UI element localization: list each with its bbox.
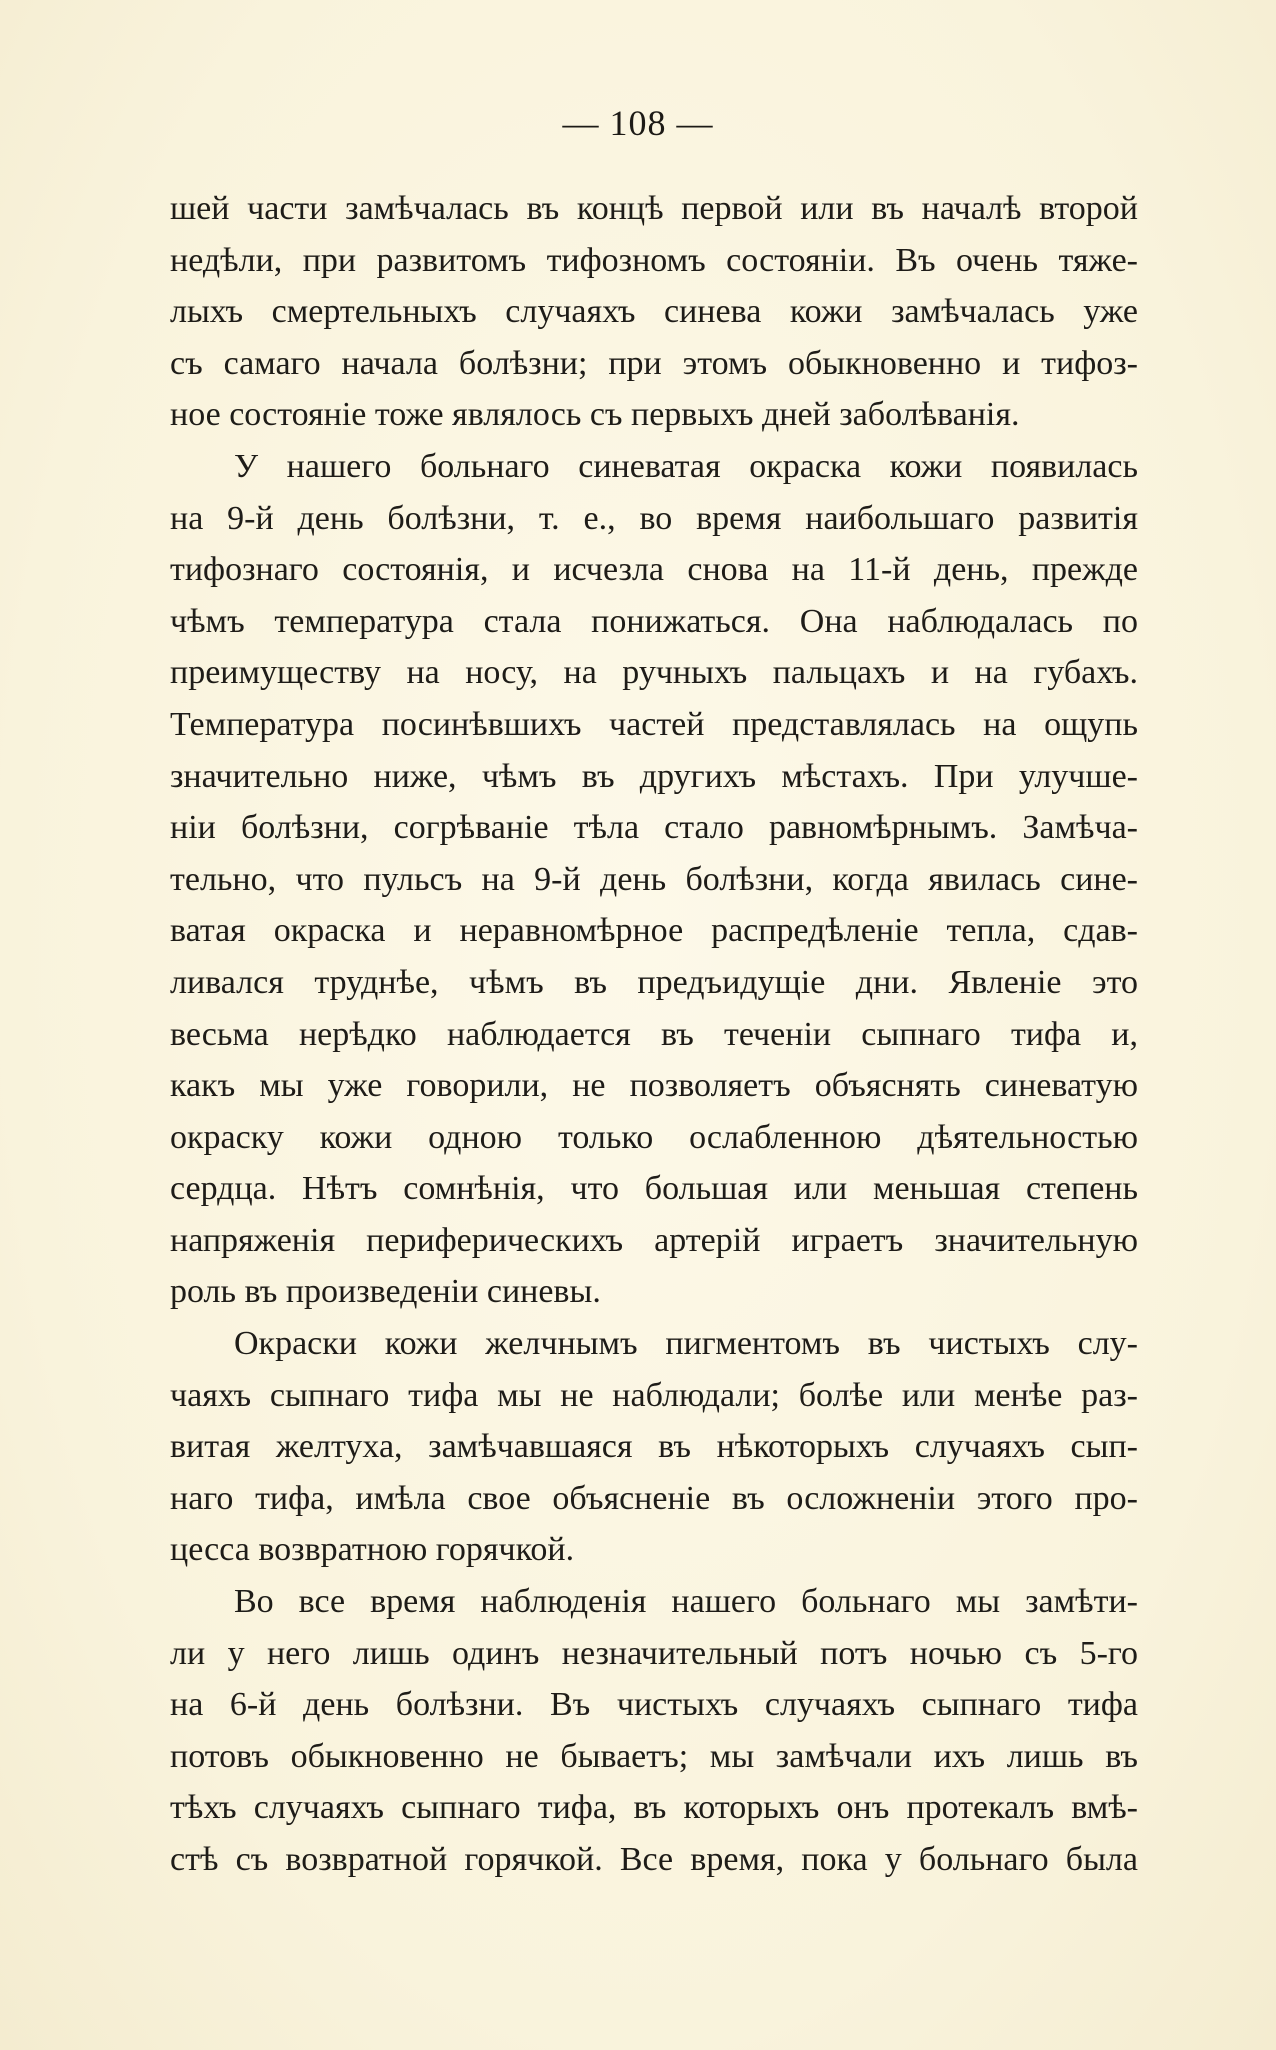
text-line: ватая окраска и неравномѣрное распредѣленіе тепла, сдав- (170, 912, 1138, 950)
text-line: преимуществу на носу, на ручныхъ пальцахъ и на губахъ. (170, 654, 1138, 692)
text-line: ливался труднѣе, чѣмъ въ предъидущіе дни. Явленіе это (170, 963, 1138, 1001)
text-line: сердца. Нѣтъ сомнѣнія, что большая или меньшая степень (170, 1170, 1138, 1208)
text-line: чѣмъ температура стала понижаться. Она наблюдалась по (170, 602, 1138, 640)
text-line: ніи болѣзни, согрѣваніе тѣла стало равномѣрнымъ. Замѣча- (170, 809, 1138, 847)
text-line: Во все время наблюденія нашего больнаго мы замѣти- (234, 1583, 1138, 1621)
text-line: тифознаго состоянія, и исчезла снова на 11-й день, прежде (170, 551, 1138, 589)
text-line: ное состояніе тоже являлось съ первыхъ дней заболѣванія. (170, 396, 1020, 434)
paragraph (170, 183, 1138, 441)
text-line: У нашего больнаго синеватая окраска кожи появилась (234, 447, 1138, 485)
text-line: цесса возвратною горячкой. (170, 1531, 575, 1569)
text-line: чаяхъ сыпнаго тифа мы не наблюдали; болѣе или менѣе раз- (170, 1376, 1138, 1414)
text-line: недѣли, при развитомъ тифозномъ состояніи. Въ очень тяже- (170, 241, 1138, 279)
text-line: витая желтуха, замѣчавшаяся въ нѣкоторыхъ случаяхъ сып- (170, 1428, 1138, 1466)
text-line: Температура посинѣвшихъ частей представлялась на ощупь (170, 705, 1138, 743)
text-line: напряженія периферическихъ артерій играетъ значительную (170, 1221, 1138, 1259)
text-line: наго тифа, имѣла свое объясненіе въ осложненіи этого про- (170, 1479, 1138, 1517)
paragraph (170, 1576, 1138, 1886)
text-line: ли у него лишь одинъ незначительный потъ ночью съ 5-го (170, 1634, 1138, 1672)
text-line: на 6-й день болѣзни. Въ чистыхъ случаяхъ сыпнаго тифа (170, 1686, 1138, 1724)
text-line: Окраски кожи желчнымъ пигментомъ въ чистыхъ слу- (234, 1325, 1138, 1363)
text-line: съ самаго начала болѣзни; при этомъ обыкновенно и тифоз- (170, 344, 1138, 382)
text-line: какъ мы уже говорили, не позволяетъ объяснять синеватую (170, 1067, 1138, 1105)
page-number: — 108 — (562, 103, 714, 143)
text-line: тельно, что пульсъ на 9-й день болѣзни, когда явилась сине- (170, 860, 1138, 898)
text-line: значительно ниже, чѣмъ въ другихъ мѣстахъ. При улучше- (170, 757, 1138, 795)
text-line: весьма нерѣдко наблюдается въ теченіи сыпнаго тифа и, (170, 1015, 1138, 1053)
paragraph (170, 1318, 1138, 1576)
text-line: лыхъ смертельныхъ случаяхъ синева кожи замѣчалась уже (170, 293, 1138, 331)
paragraph (170, 441, 1138, 1318)
text-line: окраску кожи одною только ослабленною дѣятельностью (170, 1118, 1138, 1156)
body-text (170, 183, 1138, 1886)
text-line: роль въ произведеніи синевы. (170, 1273, 601, 1311)
text-line: стѣ съ возвратной горячкой. Все время, пока у больнаго была (170, 1841, 1138, 1878)
text-line: потовъ обыкновенно не бываетъ; мы замѣчали ихъ лишь въ (170, 1737, 1138, 1775)
text-line: тѣхъ случаяхъ сыпнаго тифа, въ которыхъ онъ протекалъ вмѣ- (170, 1789, 1138, 1827)
text-line: на 9-й день болѣзни, т. е., во время наибольшаго развитія (170, 499, 1138, 537)
text-line: шей части замѣчалась въ концѣ первой или въ началѣ второй (170, 190, 1138, 227)
